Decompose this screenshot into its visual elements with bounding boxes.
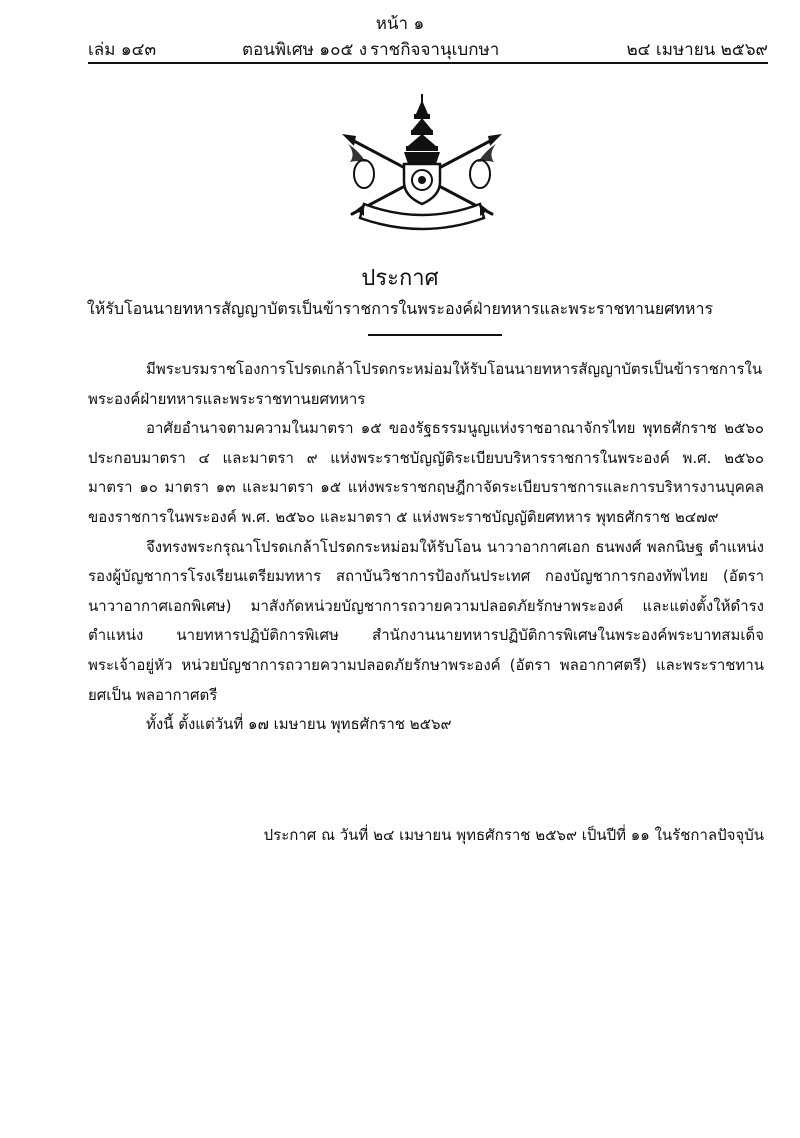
royal-command-emblem bbox=[334, 92, 510, 234]
announcement-body bbox=[88, 355, 764, 740]
gazette-header bbox=[88, 36, 768, 60]
special-section: ตอนพิเศษ ๑๐๕ ง bbox=[242, 40, 368, 60]
body-paragraph: ทั้งนี้ ตั้งแต่วันที่ ๑๗ เมษายน พุทธศักราช ๒๕๖๙ bbox=[146, 715, 452, 734]
gazette-name: ราชกิจจานุเบกษา bbox=[370, 40, 500, 60]
announcement-subtitle: ให้รับโอนนายทหารสัญญาบัตรเป็นข้าราชการในพระองค์ฝ่ายทหารและพระราชทานยศทหาร bbox=[86, 299, 714, 318]
volume-number: เล่ม ๑๔๓ bbox=[88, 40, 157, 60]
page-number: หน้า ๑ bbox=[375, 14, 425, 34]
body-paragraph: จึงทรงพระกรุณาโปรดเกล้าโปรดกระหม่อมให้รับโอน นาวาอากาศเอก ธนพงศ์ พลกนิษฐ ตำแหน่ง รองผู้บัญชาการโรงเรียนเตรียมทหาร สถาบันวิชาการป้องกันประเทศ กองบัญชาการกองทัพไทย (อัตรา นาวาอากาศเอกพิเศษ) มาสังกัดหน่วยบัญชาการถวายความปลอดภัยรักษาพระองค์ และแต่งตั้งให้ดำรงตำแหน่ง นายทหารปฏิบัติการพิเศษ สำนักงานนายทหารปฏิบัติการพิเศษในพระองค์พระบาทสมเด็จพระเจ้าอยู่หัว หน่วยบัญชาการถวายความปลอดภัยรักษาพระองค์ (อัตรา พลอากาศตรี) และพระราชทานยศเป็น พลอากาศตรี bbox=[88, 537, 764, 704]
header-divider bbox=[88, 62, 768, 64]
body-paragraph: อาศัยอำนาจตามความในมาตรา ๑๕ ของรัฐธรรมนูญแห่งราชอาณาจักรไทย พุทธศักราช ๒๕๖๐ ประกอบมาตรา ๔ และมาตรา ๙ แห่งพระราชบัญญัติระเบียบบริหารราชการในพระองค์ พ.ศ. ๒๕๖๐ มาตรา ๑๐ มาตรา ๑๓ และมาตรา ๑๕ แห่งพระราชกฤษฎีกาจัดระเบียบราชการและการบริหารงานบุคคลของราชการในพระองค์ พ.ศ. ๒๕๖๐ และมาตรา ๕ แห่งพระราชบัญญัติยศทหาร พุทธศักราช ๒๔๗๙ bbox=[88, 419, 764, 526]
announcement-title: ประกาศ bbox=[361, 266, 439, 291]
closing-statement: ประกาศ ณ วันที่ ๒๔ เมษายน พุทธศักราช ๒๕๖๙ เป็นปีที่ ๑๑ ในรัชกาลปัจจุบัน bbox=[263, 826, 764, 844]
title-divider bbox=[368, 334, 502, 336]
publication-date: ๒๔ เมษายน ๒๕๖๙ bbox=[626, 40, 768, 60]
body-paragraph: มีพระบรมราชโองการโปรดเกล้าโปรดกระหม่อมให้รับโอนนายทหารสัญญาบัตรเป็นข้าราชการในพระองค์ฝ่ายทหารและพระราชทานยศทหาร bbox=[88, 360, 763, 408]
